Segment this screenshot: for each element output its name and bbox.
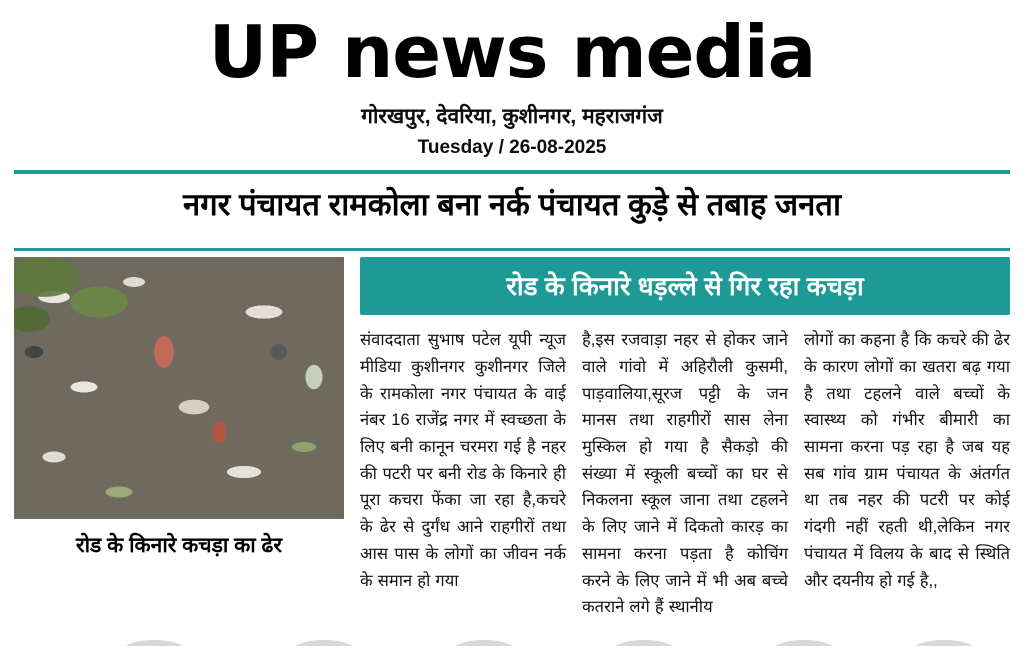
photo-column	[14, 257, 344, 621]
coverage-locations: गोरखपुर, देवरिया, कुशीनगर, महराजगंज	[361, 105, 663, 129]
bottom-artifact	[614, 640, 674, 646]
text-column	[360, 257, 1010, 621]
bottom-artifact	[774, 640, 834, 646]
text-columns	[360, 327, 1010, 621]
masthead	[14, 0, 1010, 159]
body-text: है,इस रजवाड़ा नहर से होकर जाने वाले गांवो में अहिरौली कुसमी, पाड़वालिया,सूरज पट्टी के जन मानस तथा राहगीरों सास लेना मुस्किल हो गया है सैकड़ो की संख्या में स्कूली बच्चों का घर से निकलना स्कूल जाना तथा टहलने के लिए जाने में दिकतो कारड़ का सामना करना पड़ता है कोचिंग करने के लिए जाने में भी अब बच्चे कतराने लगे हैं स्थानीय	[582, 331, 788, 617]
page-bottom-edge	[14, 624, 1010, 646]
body-column-3	[804, 327, 1010, 621]
publication-title: UP news media	[208, 10, 816, 94]
bottom-artifact	[454, 640, 514, 646]
body-text: संवाददाता सुभाष पटेल यूपी न्यूज मीडिया कुशीनगर कुशीनगर जिले के रामकोला नगर पंचायत के वाई नंबर 16 राजेंद्र नगर में स्वच्छता के लिए बनी कानून चरमरा गई है नहर की पटरी पर बनी रोड के किनारे ही पूरा कचरा फेंका जा रहा है,कचरे के ढेर से दुर्गंध आने राहगीरों तथा आस पास के लोगों का जीवन नर्क के समान हो गया	[360, 331, 566, 590]
photo-greenery-layer	[14, 257, 134, 347]
bottom-artifact	[914, 640, 974, 646]
article-subheadline: रोड के किनारे धड़ल्ले से गिर रहा कचड़ा	[360, 257, 1010, 315]
body-column-2	[582, 327, 788, 621]
publication-date: Tuesday / 26-08-2025	[417, 137, 607, 159]
body-text: लोगों का कहना है कि कचरे की ढेर के कारण लोगों का खतरा बढ़ गया है तथा टहलने वाले बच्चों के स्वास्थ्य को गंभीर बीमारी का सामना करना पड़ रहा है जब यह सब गांव ग्राम पंचायत के अंतर्गत था तब नहर की पटरी पर कोई गंदगी नहीं रहती थी,लेकिन नगर पंचायत में विलय के बाद से स्थिति और दयनीय हो गई है,,	[804, 331, 1010, 590]
article-photo	[14, 257, 344, 519]
bottom-artifact	[294, 640, 354, 646]
article-body	[14, 257, 1010, 621]
body-column-1	[360, 327, 566, 621]
article-headline: नगर पंचायत रामकोला बना नर्क पंचायत कुड़े से तबाह जनता	[183, 187, 841, 223]
headline-divider	[14, 248, 1010, 251]
photo-caption: रोड के किनारे कचड़ा का ढेर	[76, 534, 282, 558]
bottom-artifact	[124, 640, 184, 646]
